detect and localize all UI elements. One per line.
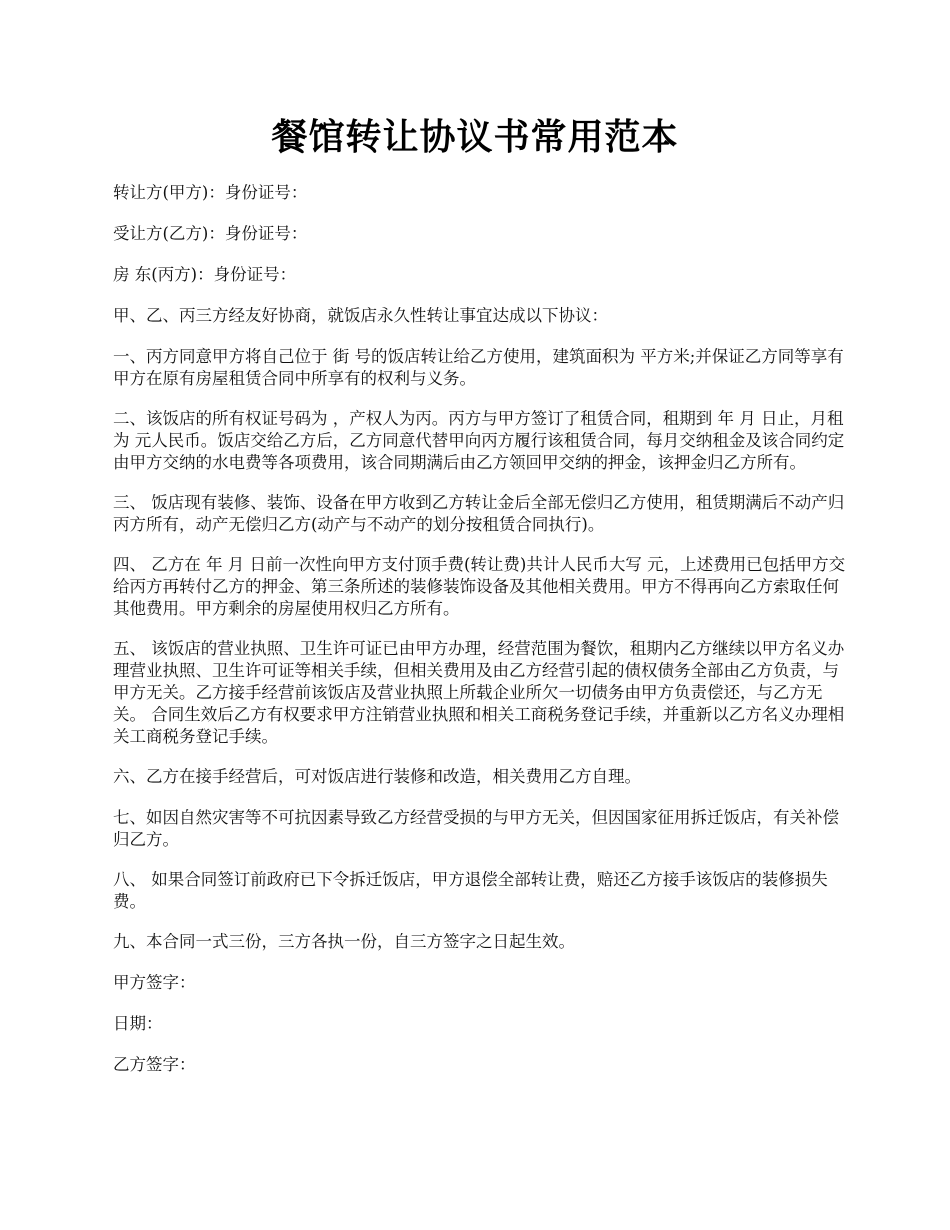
party-b-line: 受让方(乙方)：身份证号：	[113, 224, 308, 243]
document-body	[113, 182, 853, 1095]
party-b-signature: 乙方签字：	[113, 1055, 196, 1074]
clause-2: 二、该饭店的所有权证号码为 ，产权人为丙。丙方与甲方签订了租赁合同，租期到 年 月 日止，月租为 元人民币。饭店交给乙方后，乙方同意代替甲向丙方履行该租赁合同，每月交纳租金及该合同约定由甲方交纳的水电费等各项费用，该合同期满后由乙方领回甲交纳的押金，该押金归乙方所有。	[113, 409, 845, 472]
clause-9: 九、本合同一式三份，三方各执一份，自三方签字之日起生效。	[113, 932, 575, 951]
clause-8: 八、 如果合同签订前政府已下令拆迁饭店，甲方退偿全部转让费，赔还乙方接手该饭店的装修损失费。	[113, 870, 828, 911]
party-a-line: 转让方(甲方)：身份证号：	[113, 183, 308, 202]
party-c-line: 房 东(丙方)：身份证号：	[113, 265, 297, 284]
clause-5: 五、 该饭店的营业执照、卫生许可证已由甲方办理，经营范围为餐饮，租期内乙方继续以甲方名义办理营业执照、卫生许可证等相关手续，但相关费用及由乙方经营引起的债权债务全部由乙方负责，与甲方无关。乙方接手经营前该饭店及营业执照上所载企业所欠一切债务由甲方负责偿还，与乙方无关。 合同生效后乙方有权要求甲方注销营业执照和相关工商税务登记手续，并重新以乙方名义办理相关工商税务登记手续。	[113, 639, 845, 746]
document-title: 餐馆转让协议书常用范本	[271, 116, 679, 158]
date-line: 日期：	[113, 1014, 163, 1033]
clause-4: 四、 乙方在 年 月 日前一次性向甲方支付顶手费(转让费)共计人民币大写 元，上述费用已包括甲方交给丙方再转付乙方的押金、第三条所述的装修装饰设备及其他相关费用。甲方不得再向乙方索取任何其他费用。甲方剩余的房屋使用权归乙方所有。	[113, 555, 846, 618]
party-a-signature: 甲方签字：	[113, 973, 196, 992]
clause-3: 三、 饭店现有装修、装饰、设备在甲方收到乙方转让金后全部无偿归乙方使用，租赁期满后不动产归丙方所有，动产无偿归乙方(动产与不动产的划分按租赁合同执行)。	[113, 493, 845, 534]
agreement-intro: 甲、乙、丙三方经友好协商，就饭店永久性转让事宜达成以下协议：	[113, 306, 608, 325]
clause-7: 七、如因自然灾害等不可抗因素导致乙方经营受损的与甲方无关，但因国家征用拆迁饭店，有关补偿归乙方。	[113, 808, 839, 849]
clause-6: 六、乙方在接手经营后，可对饭店进行装修和改造，相关费用乙方自理。	[113, 767, 641, 786]
clause-1: 一、丙方同意甲方将自己位于 街 号的饭店转让给乙方使用，建筑面积为 平方米;并保证乙方同等享有甲方在原有房屋租赁合同中所享有的权利与义务。	[113, 347, 844, 388]
